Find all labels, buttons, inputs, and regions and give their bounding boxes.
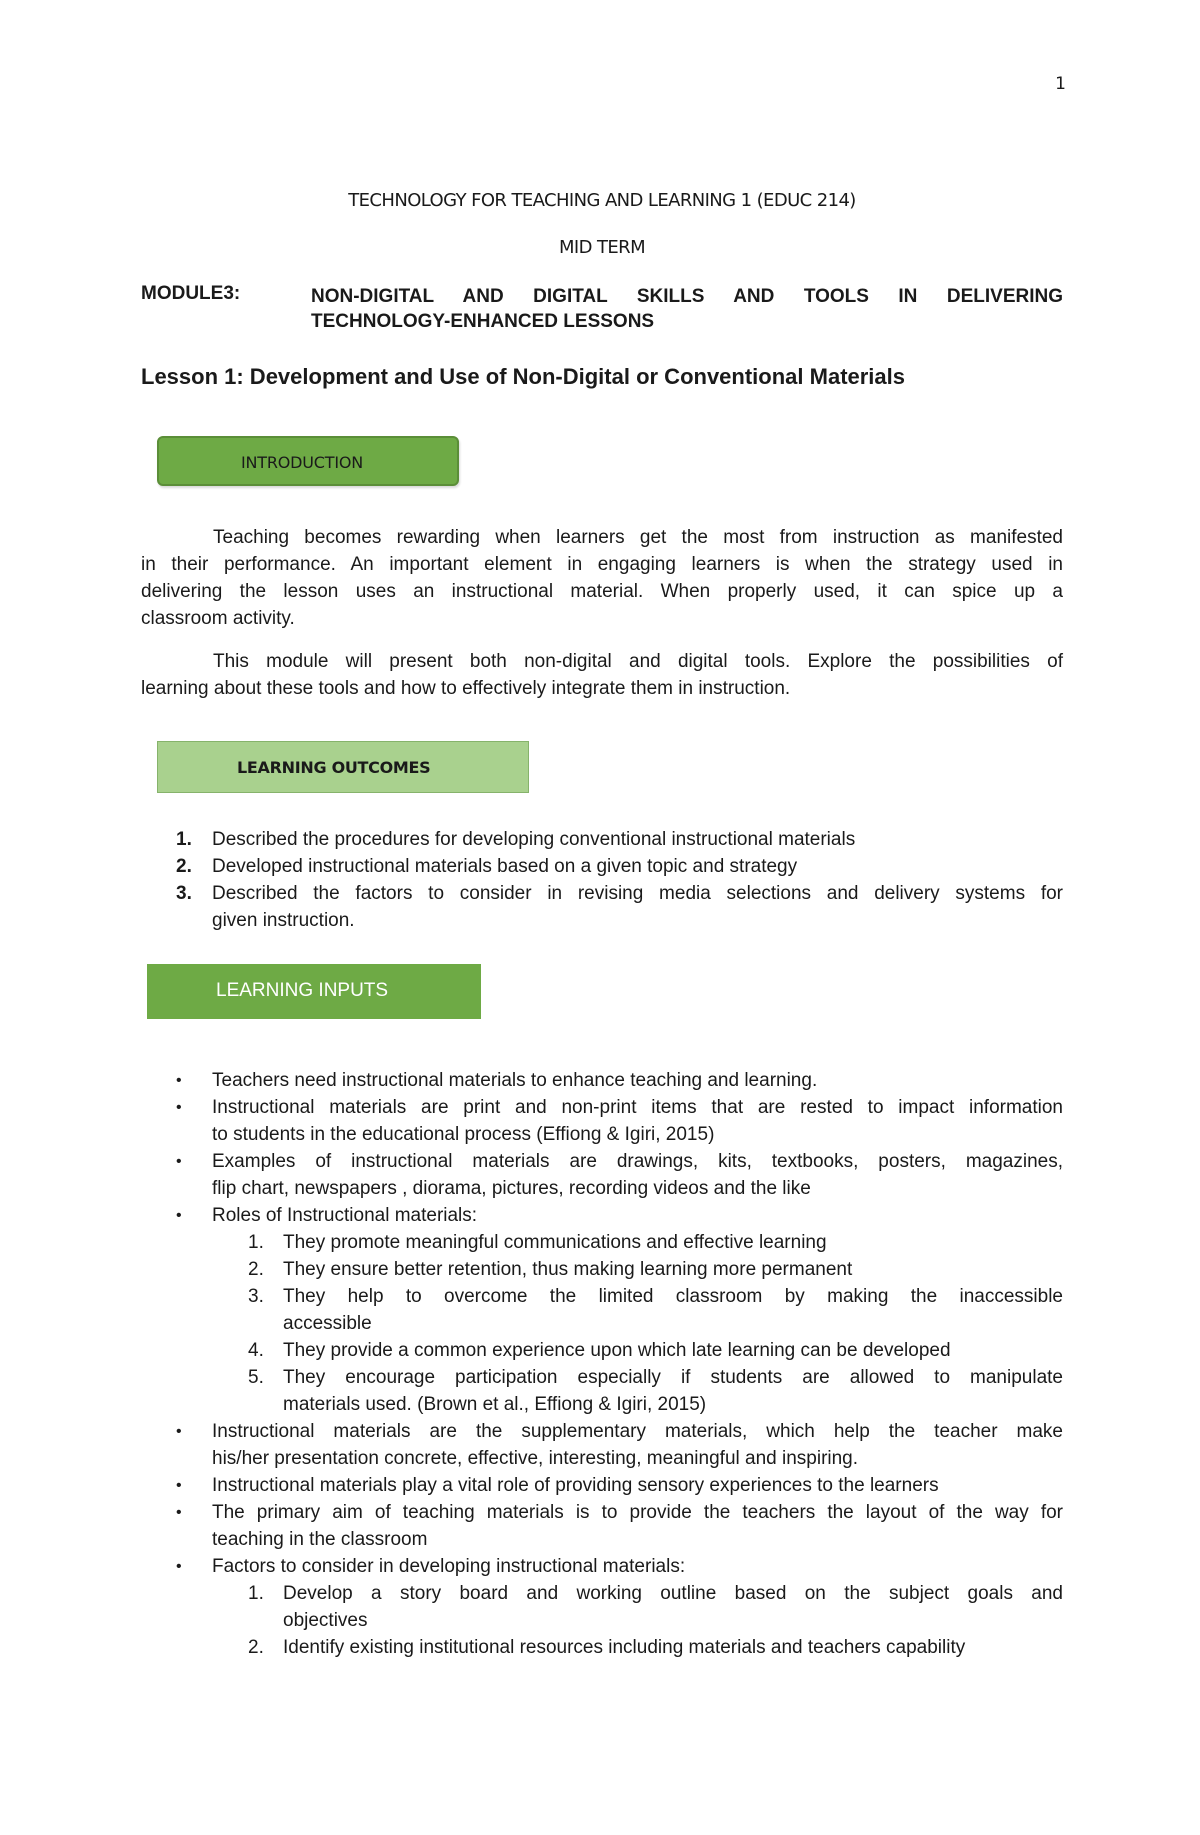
- bullet-text: his/her presentation concrete, effective, interesting, meaningful and inspiring.: [212, 1448, 859, 1469]
- intro-p2-line: This module will present both non-digital and digital tools. Explore the possibilities of: [213, 651, 1063, 672]
- page-number: 1: [1055, 74, 1066, 94]
- factor-text: Develop a story board and working outline based on the subject goals and: [283, 1583, 1063, 1604]
- bullet-text: Examples of instructional materials are drawings, kits, textbooks, posters, magazines,: [212, 1151, 1063, 1172]
- role-text: accessible: [283, 1313, 372, 1334]
- role-text: They promote meaningful communications and effective learning: [283, 1232, 827, 1253]
- term-heading: MID TERM: [558, 237, 646, 258]
- outcome-number: 1.: [176, 829, 192, 850]
- bullet-text: Instructional materials play a vital role of providing sensory experiences to the learners: [212, 1475, 939, 1496]
- intro-paragraph-1: [141, 524, 1063, 632]
- outcome-text: Described the factors to consider in revising media selections and delivery systems for: [212, 883, 1063, 904]
- outcome-text: Developed instructional materials based on a given topic and strategy: [212, 856, 798, 877]
- factor-text: Identify existing institutional resources including materials and teachers capability: [283, 1637, 966, 1658]
- outcome-text: given instruction.: [212, 910, 355, 931]
- outcome-number: 3.: [176, 883, 192, 904]
- bullet-dot: •: [176, 1558, 182, 1575]
- role-number: 2.: [248, 1259, 264, 1280]
- bullet-text: Roles of Instructional materials:: [212, 1205, 478, 1226]
- bullet-text: Instructional materials are print and non-print items that are rested to impact information: [212, 1097, 1063, 1118]
- course-title: TECHNOLOGY FOR TEACHING AND LEARNING 1 (EDUC 214): [348, 190, 856, 211]
- role-text: They ensure better retention, thus making learning more permanent: [283, 1259, 853, 1280]
- bullet-dot: •: [176, 1477, 182, 1494]
- bullet-dot: •: [176, 1207, 182, 1224]
- bullet-text: Factors to consider in developing instructional materials:: [212, 1556, 686, 1577]
- intro-p1-line: delivering the lesson uses an instructional material. When properly used, it can spice up a: [141, 581, 1063, 602]
- bullet-text: to students in the educational process (Effiong & Igiri, 2015): [212, 1124, 715, 1145]
- lesson-title: Lesson 1: Development and Use of Non-Digital or Conventional Materials: [141, 364, 906, 389]
- bullet-dot: •: [176, 1504, 182, 1521]
- bullet-text: Teachers need instructional materials to enhance teaching and learning.: [212, 1070, 818, 1091]
- intro-p2-line: learning about these tools and how to effectively integrate them in instruction.: [141, 678, 791, 699]
- factor-number: 2.: [248, 1637, 264, 1658]
- bullet-text: flip chart, newspapers , diorama, pictures, recording videos and the like: [212, 1178, 811, 1199]
- module-title-line1: NON-DIGITAL AND DIGITAL SKILLS AND TOOLS IN DELIVERING: [311, 286, 1063, 307]
- bullet-dot: •: [176, 1423, 182, 1440]
- role-number: 3.: [248, 1286, 264, 1307]
- bullet-text: teaching in the classroom: [212, 1529, 428, 1550]
- role-text: They help to overcome the limited classroom by making the inaccessible: [283, 1286, 1063, 1307]
- outcome-number: 2.: [176, 856, 192, 877]
- learning-inputs-box: [147, 964, 481, 1019]
- factor-number: 1.: [248, 1583, 264, 1604]
- module-title-line2: TECHNOLOGY-ENHANCED LESSONS: [311, 311, 655, 332]
- learning-outcomes-box: [157, 741, 529, 793]
- bullet-text: The primary aim of teaching materials is to provide the teachers the layout of the way for: [212, 1502, 1063, 1523]
- introduction-box: [157, 436, 459, 486]
- module-label: MODULE3:: [141, 283, 241, 304]
- factor-text: objectives: [283, 1610, 368, 1631]
- bullet-text: Instructional materials are the supplementary materials, which help the teacher make: [212, 1421, 1063, 1442]
- bullet-dot: •: [176, 1153, 182, 1170]
- intro-p1-line: classroom activity.: [141, 608, 295, 629]
- intro-p1-line: Teaching becomes rewarding when learners get the most from instruction as manifested: [213, 527, 1063, 548]
- role-number: 1.: [248, 1232, 264, 1253]
- role-text: materials used. (Brown et al., Effiong & Igiri, 2015): [283, 1394, 707, 1415]
- role-number: 4.: [248, 1340, 264, 1361]
- role-number: 5.: [248, 1367, 264, 1388]
- bullet-dot: •: [176, 1072, 182, 1089]
- introduction-heading: INTRODUCTION: [241, 453, 364, 472]
- outcome-text: Described the procedures for developing conventional instructional materials: [212, 829, 856, 850]
- intro-paragraph-2: [141, 648, 1063, 702]
- bullet-dot: •: [176, 1099, 182, 1116]
- intro-p1-line: in their performance. An important element in engaging learners is when the strategy used in: [141, 554, 1063, 575]
- role-text: They encourage participation especially if students are allowed to manipulate: [283, 1367, 1063, 1388]
- learning-outcomes-heading: LEARNING OUTCOMES: [237, 758, 431, 777]
- role-text: They provide a common experience upon which late learning can be developed: [283, 1340, 951, 1361]
- learning-inputs-heading: LEARNING INPUTS: [216, 980, 389, 1001]
